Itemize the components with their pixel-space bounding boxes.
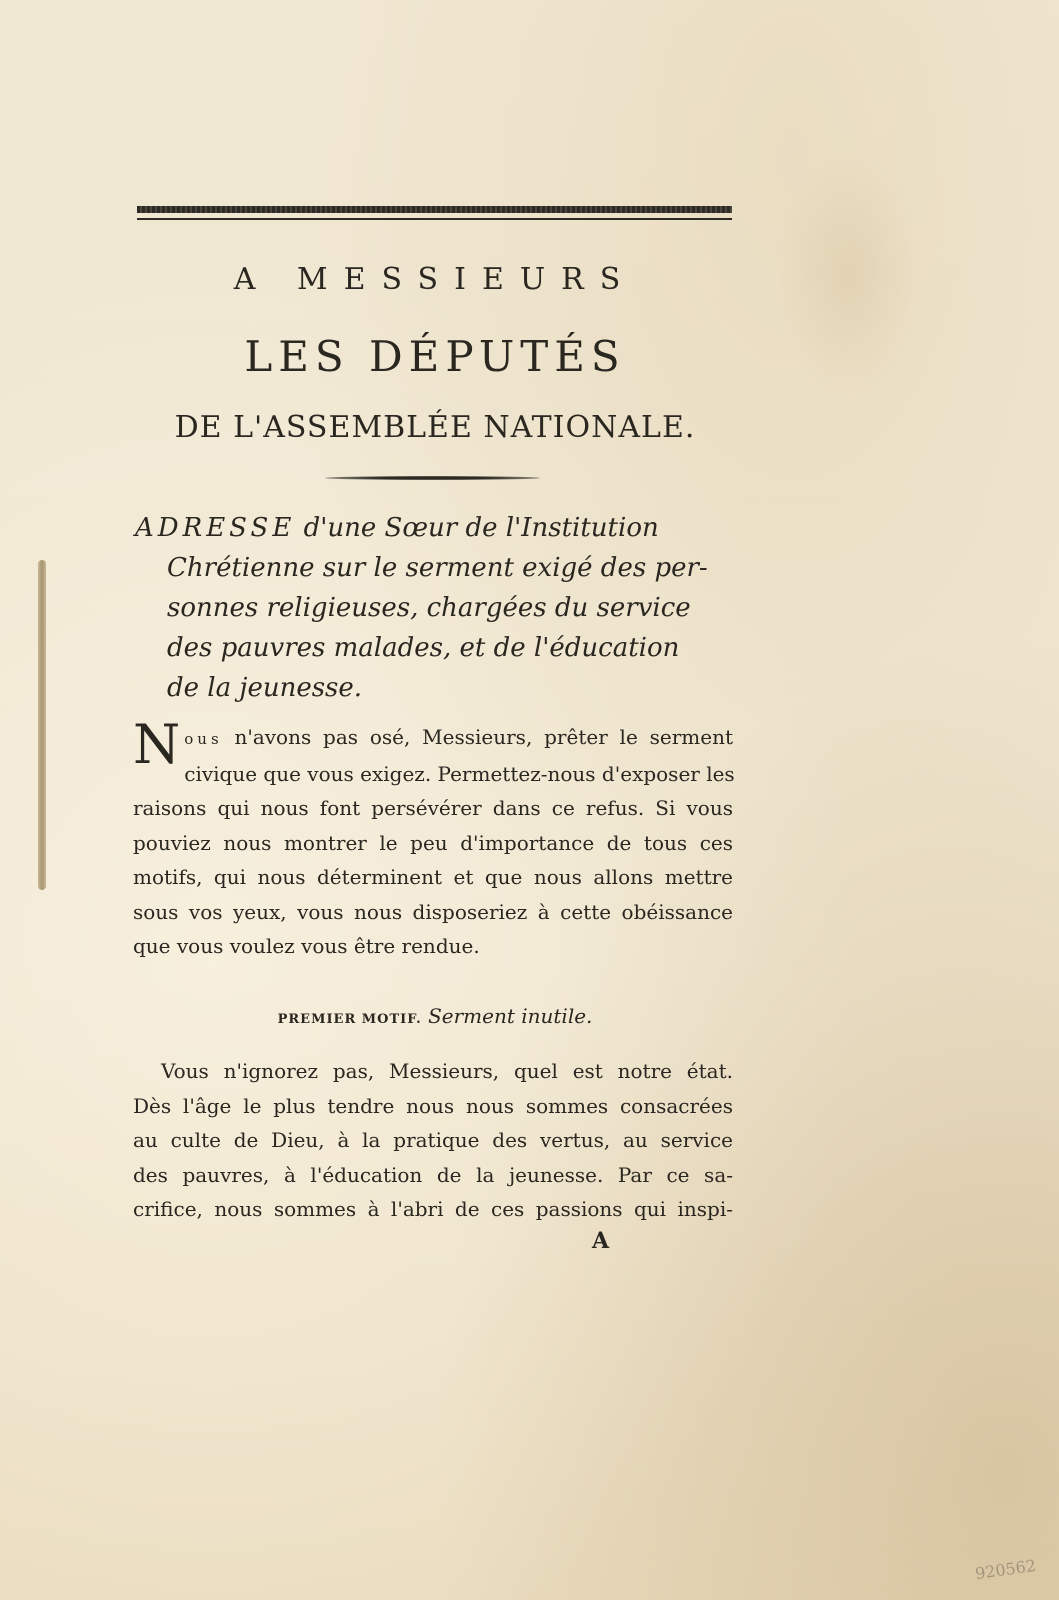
section-label: PREMIER MOTIF. <box>277 1012 422 1027</box>
paragraph-1-line-6: sous vos yeux, vous nous disposeriez à cette obéissance <box>133 899 733 924</box>
adresse-line-5: de la jeunesse. <box>167 673 363 703</box>
adresse-line-1-rest: d'une Sœur de l'Institution <box>295 513 659 543</box>
paragraph-1-line-1-rest: n'avons pas osé, Messieurs, prêter le serment <box>222 725 733 749</box>
paragraph-2-line-3: au culte de Dieu, à la pratique des vertus, au service <box>133 1128 733 1152</box>
title-line-1: A MESSIEURS <box>233 262 637 297</box>
paragraph-1 <box>133 713 735 964</box>
paragraph-1-line-4: pouviez nous montrer le peu d'importance de tous ces <box>133 830 733 855</box>
section-title: Serment inutile. <box>428 1004 593 1028</box>
paragraph-2 <box>133 1054 733 1227</box>
drop-cap: N <box>133 713 181 776</box>
adresse-line-4: des pauvres malades, et de l'éducation <box>167 633 680 663</box>
corner-note: 920562 <box>973 1555 1038 1584</box>
header-rule-thin <box>137 218 732 220</box>
signature-mark: A <box>592 1228 610 1254</box>
paragraph-1-line-1 <box>133 720 733 757</box>
smallcaps-ous: ous <box>184 730 223 748</box>
adresse-lead: ADRESSE <box>135 513 296 543</box>
section-heading <box>150 1004 720 1028</box>
paragraph-1-line-7: que vous voulez vous être rendue. <box>133 934 480 958</box>
paragraph-1-line-5: motifs, qui nous déterminent et que nous allons mettre <box>133 865 733 889</box>
adresse-block <box>135 508 735 708</box>
paragraph-1-line-2: civique que vous exigez. Permettez-nous d'exposer les <box>184 761 735 786</box>
title-line-3: DE L'ASSEMBLÉE NATIONALE. <box>174 410 696 445</box>
adresse-line-2: Chrétienne sur le serment exigé des per- <box>167 553 708 583</box>
ornament-rule <box>325 476 540 480</box>
title-line-2: LES DÉPUTÉS <box>244 332 626 381</box>
paragraph-2-line-4: des pauvres, à l'éducation de la jeunesse. Par ce sa- <box>133 1162 733 1187</box>
paper-stain <box>775 150 925 400</box>
paragraph-2-line-1: Vous n'ignorez pas, Messieurs, quel est notre état. <box>161 1059 733 1083</box>
adresse-line-3: sonnes religieuses, chargées du service <box>167 593 691 623</box>
paragraph-2-line-2: Dès l'âge le plus tendre nous nous sommes consacrées <box>133 1093 733 1118</box>
header-rule-thick <box>137 206 732 213</box>
paragraph-2-line-5: crifice, nous sommes à l'abri de ces passions qui inspi- <box>133 1197 733 1221</box>
adresse-line-1 <box>135 508 735 548</box>
binding-thread <box>38 560 46 890</box>
paragraph-1-line-3: raisons qui nous font persévérer dans ce refus. Si vous <box>133 796 733 820</box>
